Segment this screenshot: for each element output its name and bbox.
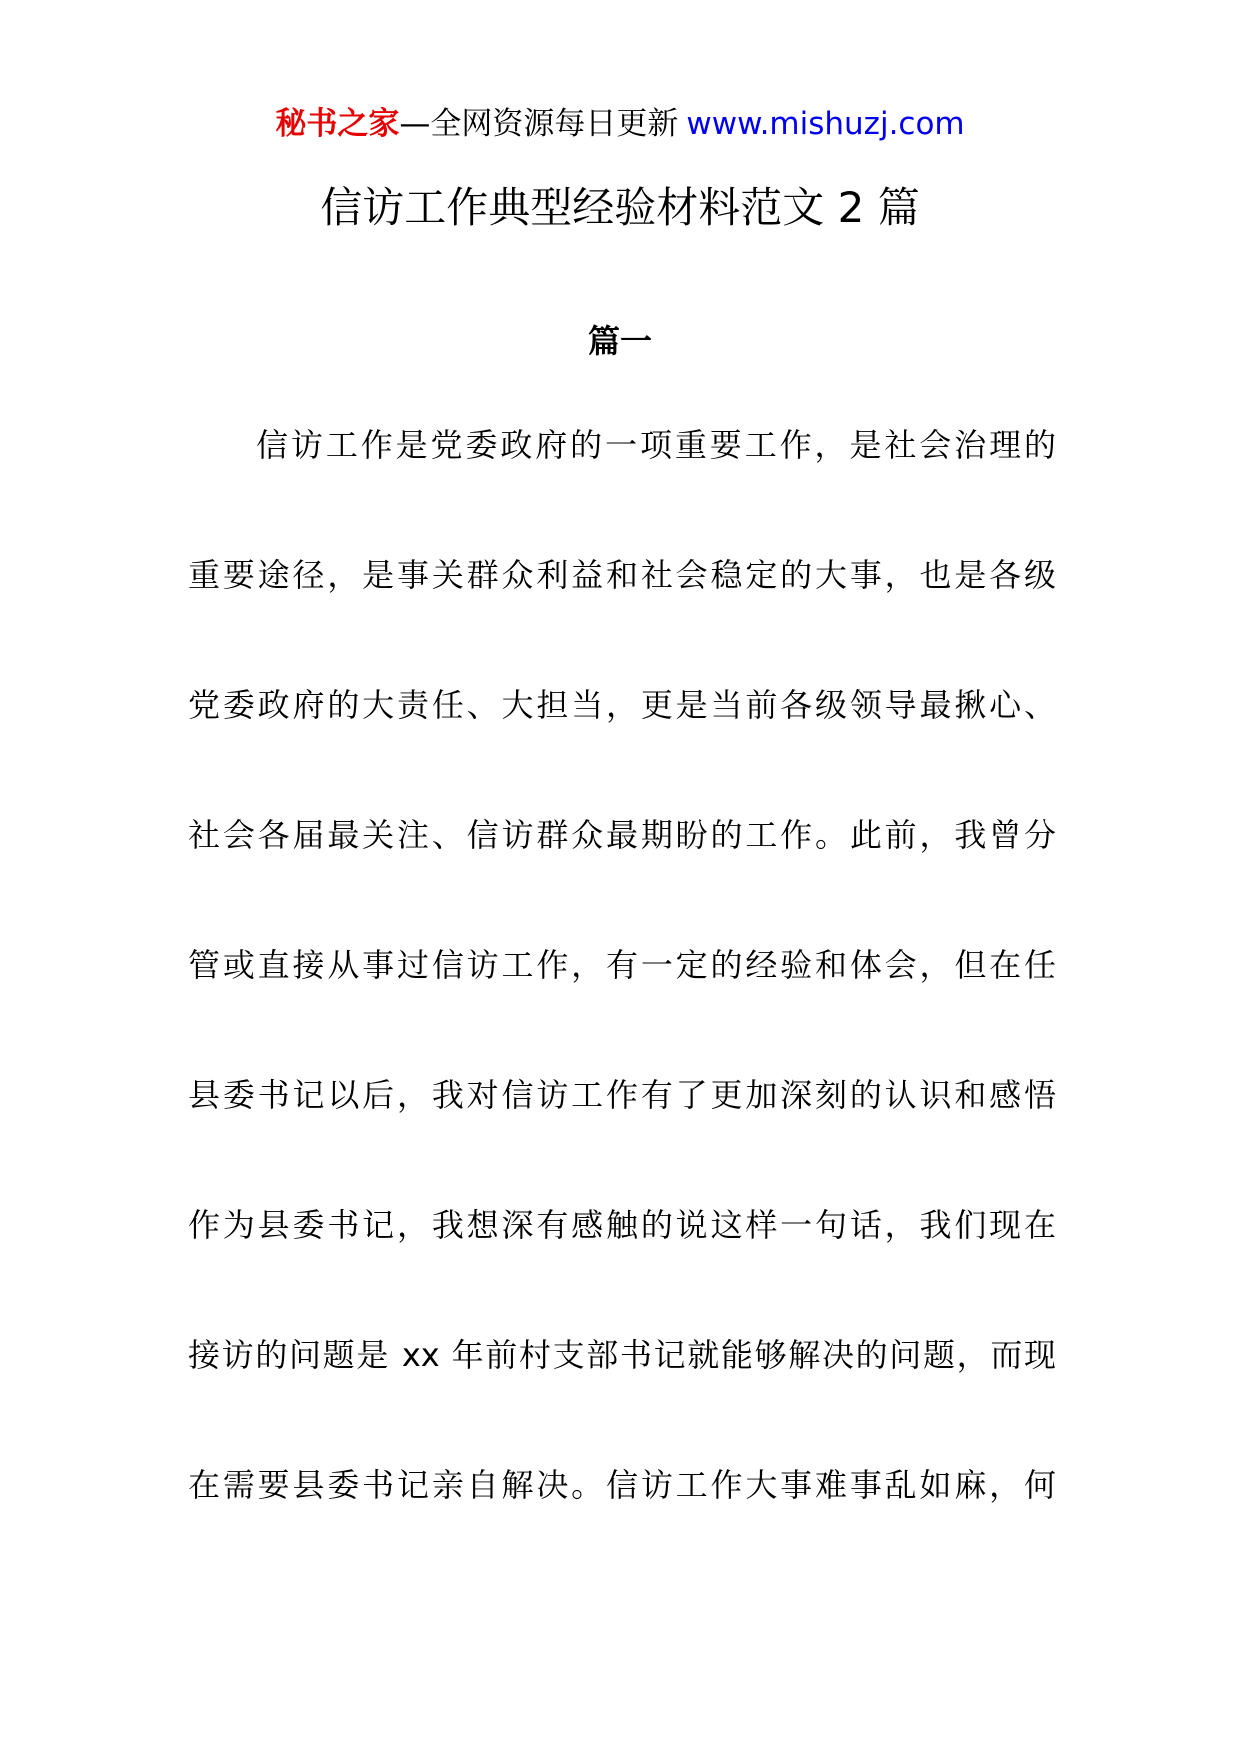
- paragraph-line: 作为县委书记，我想深有感触的说这样一句话，我们现在: [188, 1206, 1056, 1244]
- header-tagline: —全网资源每日更新: [399, 106, 679, 142]
- section-heading: 篇一: [587, 322, 652, 360]
- paragraph-line: 党委政府的大责任、大担当，更是当前各级领导最揪心、: [188, 686, 1056, 724]
- paragraph-line: 社会各届最关注、信访群众最期盼的工作。此前，我曾分: [188, 816, 1056, 854]
- paragraph-line: 重要途径，是事关群众利益和社会稳定的大事，也是各级: [188, 556, 1056, 594]
- site-header: [0, 100, 1240, 148]
- paragraph-line: 接访的问题是 xx 年前村支部书记就能够解决的问题，而现: [188, 1336, 1056, 1374]
- body-paragraph: [188, 420, 1056, 1590]
- paragraph-line: 在需要县委书记亲自解决。信访工作大事难事乱如麻，何: [188, 1466, 1056, 1504]
- site-url-link[interactable]: www.mishuzj.com: [686, 106, 965, 142]
- paragraph-line: 县委书记以后，我对信访工作有了更加深刻的认识和感悟: [188, 1076, 1056, 1114]
- brand-name: 秘书之家: [275, 106, 400, 142]
- paragraph-line: 信访工作是党委政府的一项重要工作，是社会治理的: [256, 426, 1056, 464]
- document-title: 信访工作典型经验材料范文 2 篇: [320, 183, 920, 232]
- paragraph-line: 管或直接从事过信访工作，有一定的经验和体会，但在任: [188, 946, 1056, 984]
